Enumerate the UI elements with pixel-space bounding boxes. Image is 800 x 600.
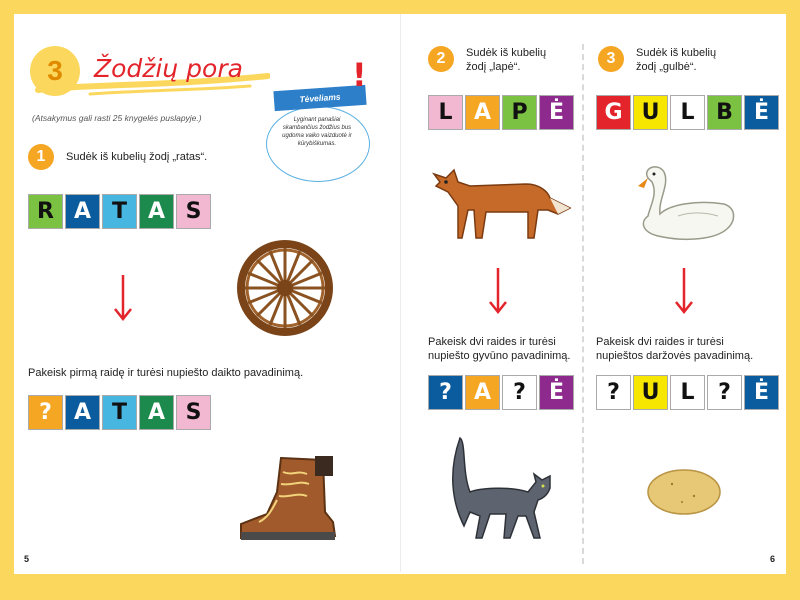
letter-tile: A xyxy=(139,395,174,430)
page-number-left: 5 xyxy=(24,554,30,564)
letter-tile: L xyxy=(670,95,705,130)
page-spine xyxy=(400,14,401,572)
fox-icon xyxy=(430,164,572,244)
letter-tile: U xyxy=(633,375,668,410)
letter-tile: A xyxy=(139,194,174,229)
down-arrow-icon xyxy=(112,273,134,323)
letter-tile: L xyxy=(670,375,705,410)
swan-icon xyxy=(628,164,738,244)
letter-tile: A xyxy=(465,95,500,130)
letter-tile: Ė xyxy=(539,375,574,410)
letter-tile: B xyxy=(707,95,742,130)
letter-tile: T xyxy=(102,194,137,229)
letter-tile: Ė xyxy=(539,95,574,130)
task1-instruction: Sudėk iš kubelių žodį „ratas“. xyxy=(66,151,208,163)
down-arrow-icon xyxy=(673,266,695,316)
parents-note xyxy=(264,84,372,184)
task1-answer-tiles xyxy=(28,395,211,430)
task2-instruction: Sudėk iš kubelių žodį „lapė“. xyxy=(466,47,547,73)
task3-number: 3 xyxy=(598,46,624,72)
task2-change-instruction: Pakeisk dvi raides ir turėsi nupiešto gyvūno pavadinimą. xyxy=(428,336,571,362)
letter-tile: L xyxy=(428,95,463,130)
letter-tile: U xyxy=(633,95,668,130)
task3-word-tiles xyxy=(596,95,779,130)
letter-tile: A xyxy=(465,375,500,410)
letter-tile: P xyxy=(502,95,537,130)
boot-icon xyxy=(237,452,337,546)
letter-tile: ? xyxy=(707,375,742,410)
letter-tile: S xyxy=(176,395,211,430)
down-arrow-icon xyxy=(487,266,509,316)
letter-tile: S xyxy=(176,194,211,229)
letter-tile: A xyxy=(65,395,100,430)
section-number-badge xyxy=(30,46,80,96)
letter-tile: Ė xyxy=(744,95,779,130)
letter-tile: R xyxy=(28,194,63,229)
dashed-divider xyxy=(582,44,584,564)
task3-answer-tiles xyxy=(596,375,779,410)
task3-instruction: Sudėk iš kubelių žodį „gulbė“. xyxy=(636,47,717,73)
letter-tile: ? xyxy=(28,395,63,430)
letter-tile: ? xyxy=(428,375,463,410)
letter-tile: T xyxy=(102,395,137,430)
parents-note-title: Tėveliams xyxy=(273,85,366,111)
task2-number: 2 xyxy=(428,46,454,72)
letter-tile: ? xyxy=(596,375,631,410)
letter-tile: A xyxy=(65,194,100,229)
cat-icon xyxy=(440,432,560,544)
task2-answer-tiles xyxy=(428,375,574,410)
task1-word-tiles xyxy=(28,194,211,229)
exclamation-icon: ! xyxy=(352,56,367,94)
wheel-icon xyxy=(237,240,333,336)
task2-word-tiles xyxy=(428,95,574,130)
page-title: Žodžių pora xyxy=(94,54,243,83)
task3-change-instruction: Pakeisk dvi raides ir turėsi nupieštos daržovės pavadinimą. xyxy=(596,336,754,362)
answers-note: (Atsakymus gali rasti 25 knygelės puslapyje.) xyxy=(32,113,202,123)
task1-change-instruction: Pakeisk pirmą raidę ir turėsi nupiešto daikto pavadinimą. xyxy=(28,367,304,379)
parents-note-text: Lyginant panašiai skambančius žodžius bus ugdoma vaiko vaizduotė ir kūrybiškumas. xyxy=(282,117,352,147)
letter-tile: Ė xyxy=(744,375,779,410)
letter-tile: G xyxy=(596,95,631,130)
task1-number: 1 xyxy=(28,144,54,170)
letter-tile: ? xyxy=(502,375,537,410)
section-number: 3 xyxy=(47,55,63,86)
page-number-right: 6 xyxy=(770,554,776,564)
potato-icon xyxy=(644,466,724,518)
